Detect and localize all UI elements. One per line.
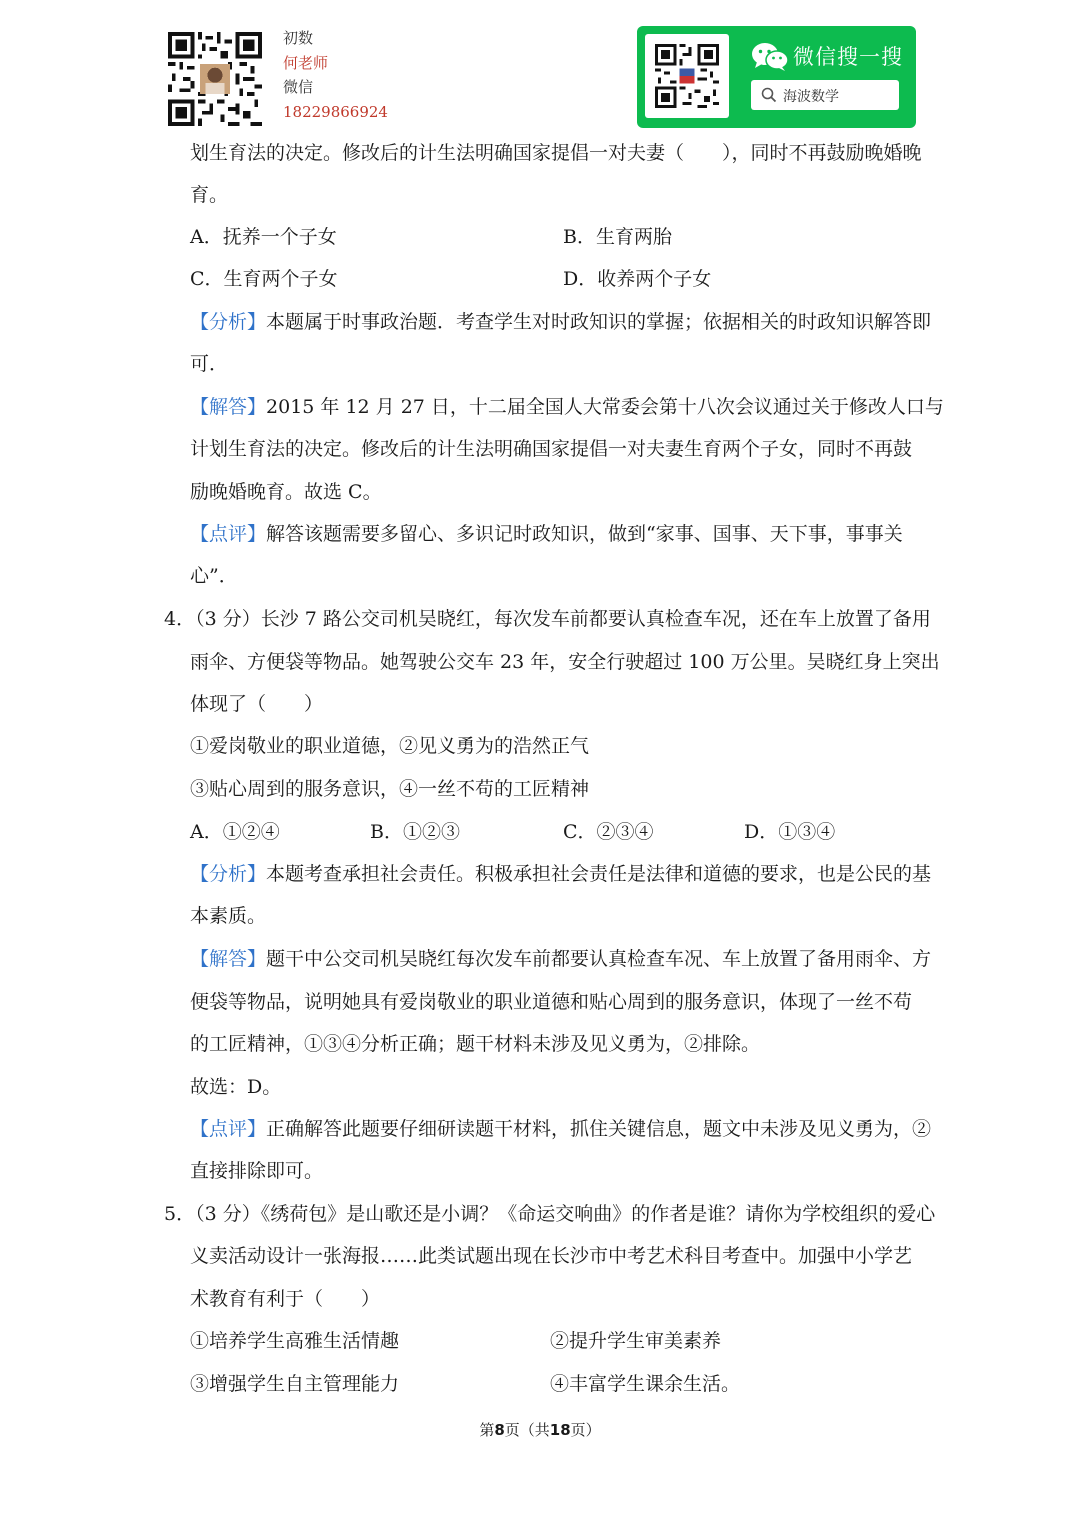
q4-item: ①爱岗敬业的职业道德，②见义勇为的浩然正气 [190, 735, 590, 757]
q4-comment-line: 直接排除即可。 [190, 1160, 324, 1182]
analysis-text: 本题属于时事政治题．考查学生对时政知识的掌握；依据相关的时政知识解答即 [266, 311, 932, 333]
contact-subject: 初数 [283, 29, 314, 47]
q4-stem-line: 体现了（ ） [190, 693, 324, 715]
analysis-tag: 【分析】 [190, 863, 267, 885]
q4-answer-line: 故选：D。 [190, 1076, 282, 1098]
q4-option-c: C．②③④ [563, 821, 654, 843]
q4-analysis [190, 862, 931, 886]
q3-option-a: A．抚养一个子女 [190, 226, 337, 248]
footer-prefix: 第 [479, 1421, 495, 1439]
q3-answer [190, 395, 944, 419]
q4-analysis-line: 本素质。 [190, 905, 267, 927]
contact-teacher: 何老师 [283, 53, 329, 72]
wechat-qr-code [645, 34, 729, 118]
q5-item: ②提升学生审美素养 [550, 1330, 722, 1352]
footer-total: 18 [549, 1421, 571, 1439]
comment-tag: 【点评】 [190, 1118, 267, 1140]
q3-answer-line: 计划生育法的决定。修改后的计生法明确国家提倡一对夫妻生育两个子女，同时不再鼓 [190, 438, 913, 460]
q4-option-b: B．①②③ [370, 821, 460, 843]
answer-text: 2015 年 12 月 27 日，十二届全国人大常委会第十八次会议通过关于修改人口与 [266, 396, 944, 418]
q3-analysis-line: 可． [190, 353, 229, 375]
q3-stem-line: 划生育法的决定。修改后的计生法明确国家提倡一对夫妻（ ），同时不再鼓励晚婚晚 [190, 142, 922, 164]
q3-answer-line: 励晚婚晚育。故选 C。 [190, 481, 382, 503]
q3-option-c: C．生育两个子女 [190, 268, 338, 290]
analysis-tag: 【分析】 [190, 311, 267, 333]
comment-text: 解答该题需要多留心、多识记时政知识，做到“家事、国事、天下事，事事关 [266, 523, 903, 545]
q4-stem-line: 4．（3 分）长沙 7 路公交司机吴晓红，每次发车前都要认真检查车况，还在车上放置了备用 [164, 608, 931, 630]
q3-comment-line: 心”． [190, 565, 238, 587]
q4-comment [190, 1117, 931, 1141]
answer-text: 题干中公交司机吴晓红每次发车前都要认真检查车况、车上放置了备用雨伞、方 [266, 948, 932, 970]
contact-wechat-label: 微信 [283, 78, 314, 96]
analysis-text: 本题考查承担社会责任。积极承担社会责任是法律和道德的要求，也是公民的基 [266, 863, 932, 885]
q4-answer-line: 的工匠精神，①③④分析正确；题干材料未涉及见义勇为，②排除。 [190, 1033, 761, 1055]
wechat-search-title: 微信搜一搜 [793, 45, 903, 69]
q4-option-a: A．①②④ [190, 821, 280, 843]
q5-stem-line: 5．（3 分）《绣荷包》是山歌还是小调？《命运交响曲》的作者是谁？请你为学校组织的爱心 [164, 1203, 936, 1225]
q5-stem-line: 术教育有利于（ ） [190, 1288, 381, 1310]
q3-analysis [190, 310, 931, 334]
wechat-search-card[interactable] [637, 26, 916, 128]
footer-page: 8 [494, 1421, 505, 1439]
search-icon [761, 87, 777, 103]
q3-comment [190, 522, 903, 546]
q5-item: ③增强学生自主管理能力 [190, 1373, 400, 1395]
comment-tag: 【点评】 [190, 523, 267, 545]
answer-tag: 【解答】 [190, 396, 267, 418]
q4-stem-line: 雨伞、方便袋等物品。她驾驶公交车 23 年，安全行驶超过 100 万公里。吴晓红身上突出 [190, 651, 940, 673]
footer-suffix: 页） [570, 1421, 601, 1439]
footer-mid: 页（共 [504, 1421, 550, 1439]
contact-info [283, 26, 388, 124]
q3-option-b: B．生育两胎 [563, 226, 672, 248]
q5-stem-line: 义卖活动设计一张海报……此类试题出现在长沙市中考艺术科目考查中。加强中小学艺 [190, 1245, 913, 1267]
q4-item: ③贴心周到的服务意识，④一丝不苟的工匠精神 [190, 778, 590, 800]
wechat-search-text: 海波数学 [783, 89, 839, 105]
wechat-search-box[interactable] [751, 80, 899, 110]
q4-answer-line: 便袋等物品，说明她具有爱岗敬业的职业道德和贴心周到的服务意识，体现了一丝不苟 [190, 991, 913, 1013]
q5-item: ④丰富学生课余生活。 [550, 1373, 741, 1395]
q5-item: ①培养学生高雅生活情趣 [190, 1330, 400, 1352]
page-number-footer [0, 1419, 1080, 1440]
q3-option-d: D．收养两个子女 [563, 268, 712, 290]
comment-text: 正确解答此题要仔细研读题干材料，抓住关键信息，题文中未涉及见义勇为，② [266, 1118, 932, 1140]
q4-option-d: D．①③④ [744, 821, 836, 843]
wechat-logo-icon [751, 42, 789, 72]
contact-phone: 18229866924 [283, 102, 388, 121]
q4-answer [190, 947, 931, 971]
q3-stem-line: 育。 [190, 184, 229, 206]
answer-tag: 【解答】 [190, 948, 267, 970]
